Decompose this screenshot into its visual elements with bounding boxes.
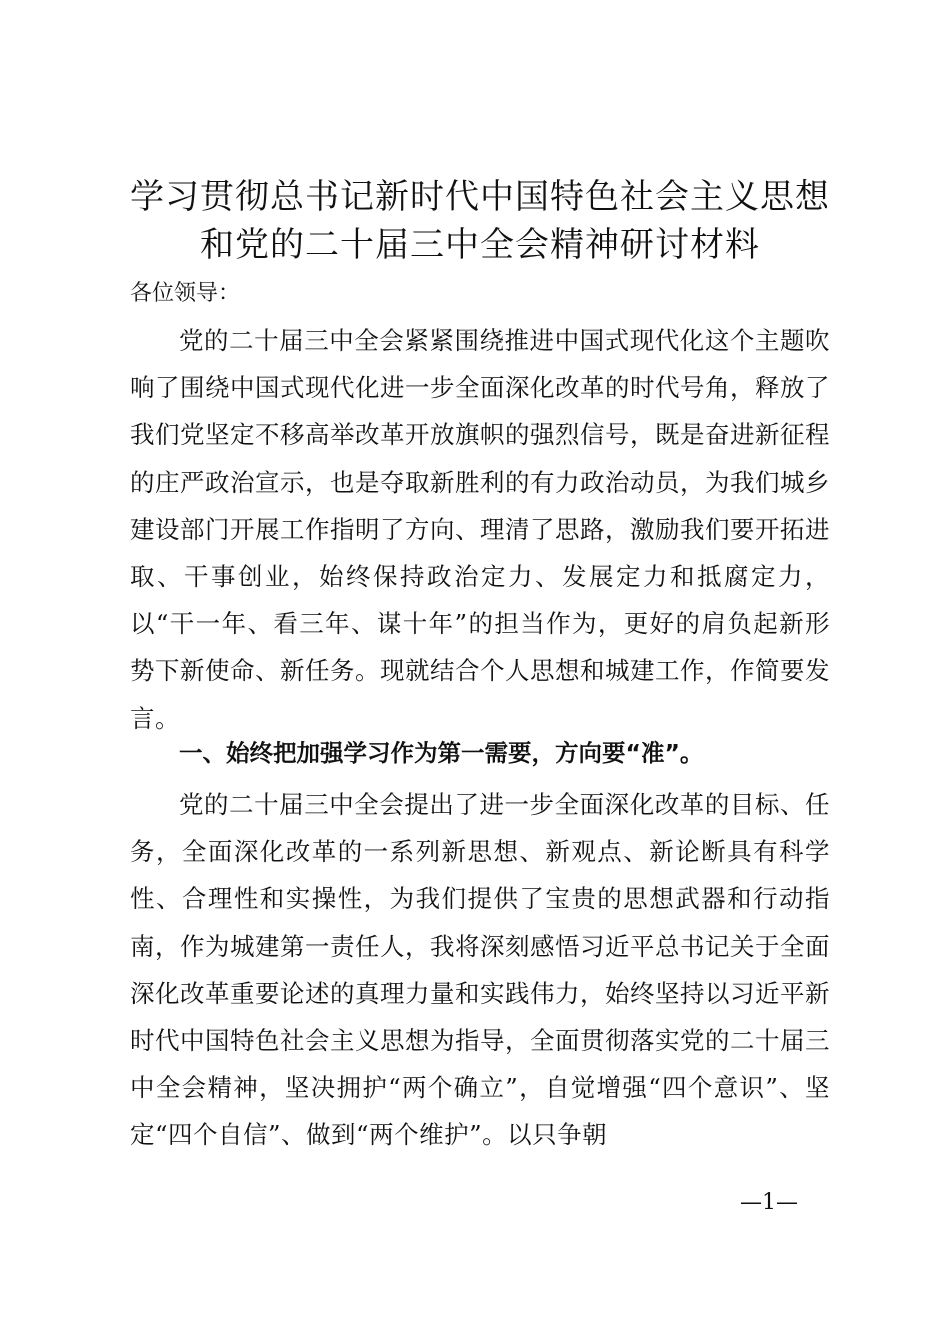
document-title-line-1: 学习贯彻总书记新时代中国特色社会主义思想 (130, 177, 830, 217)
document-title-line-2: 和党的二十届三中全会精神研讨材料 (200, 225, 760, 265)
body-paragraph-2: 党的二十届三中全会提出了进一步全面深化改革的目标、任务，全面深化改革的一系列新思想、新观点、新论断具有科学性、合理性和实操性，为我们提供了宝贵的思想武器和行动指南，作为城建第一责任人，我将深刻感悟习近平总书记关于全面深化改革重要论述的真理力量和实践伟力，始终坚持以习近平新时代中国特色社会主义思想为指导，全面贯彻落实党的二十届三中全会精神，坚决拥护“两个确立”，自觉增强“四个意识”、坚定“四个自信”、做到“两个维护”。以只争朝 (130, 790, 830, 1150)
salutation: 各位领导： (130, 281, 241, 306)
body-paragraph-1: 党的二十届三中全会紧紧围绕推进中国式现代化这个主题吹响了围绕中国式现代化进一步全面深化改革的时代号角，释放了我们党坚定不移高举改革开放旗帜的强烈信号，既是奋进新征程的庄严政治宣示，也是夺取新胜利的有力政治动员，为我们城乡建设部门开展工作指明了方向、理清了思路，激励我们要开拓进取、干事创业，始终保持政治定力、发展定力和抵腐定力，以“干一年、看三年、谋十年”的担当作为，更好的肩负起新形势下新使命、新任务。现就结合个人思想和城建工作，作简要发言。 (130, 326, 830, 733)
page-number: —1— (740, 1190, 798, 1215)
section-heading-1: 一、始终把加强学习作为第一需要，方向要“准”。 (179, 739, 704, 767)
